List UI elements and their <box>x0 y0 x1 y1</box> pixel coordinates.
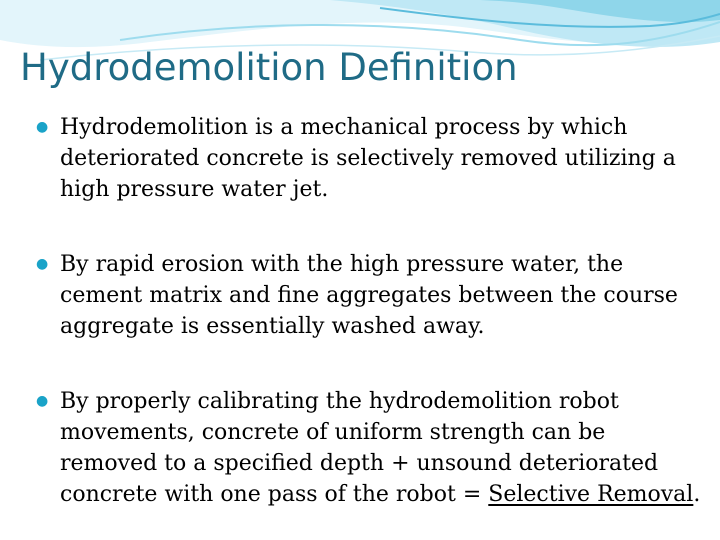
bullet-text: By rapid erosion with the high pressure water, the cement matrix and fine aggregates between the course aggregate is essentially washed away. <box>60 252 678 339</box>
bullet-suffix: . <box>693 482 701 507</box>
selective-removal-emphasis: Selective Removal <box>488 482 694 507</box>
slide-title: Hydrodemolition Definition <box>20 46 518 89</box>
bullet-list <box>36 112 706 510</box>
bullet-text: By properly calibrating the hydrodemolition robot movements, concrete of uniform strength can be removed to a specified depth + unsound deteriorated concrete with one pass of the robot = <box>60 389 659 507</box>
bullet-item <box>36 386 706 510</box>
bullet-item <box>36 112 706 205</box>
bullet-dot-icon: ● <box>36 393 49 409</box>
bullet-dot-icon: ● <box>36 119 49 135</box>
bullet-dot-icon: ● <box>36 256 49 272</box>
bullet-text: Hydrodemolition is a mechanical process by which deteriorated concrete is selectively removed utilizing a high pressure water jet. <box>60 115 676 202</box>
bullet-item <box>36 249 706 342</box>
